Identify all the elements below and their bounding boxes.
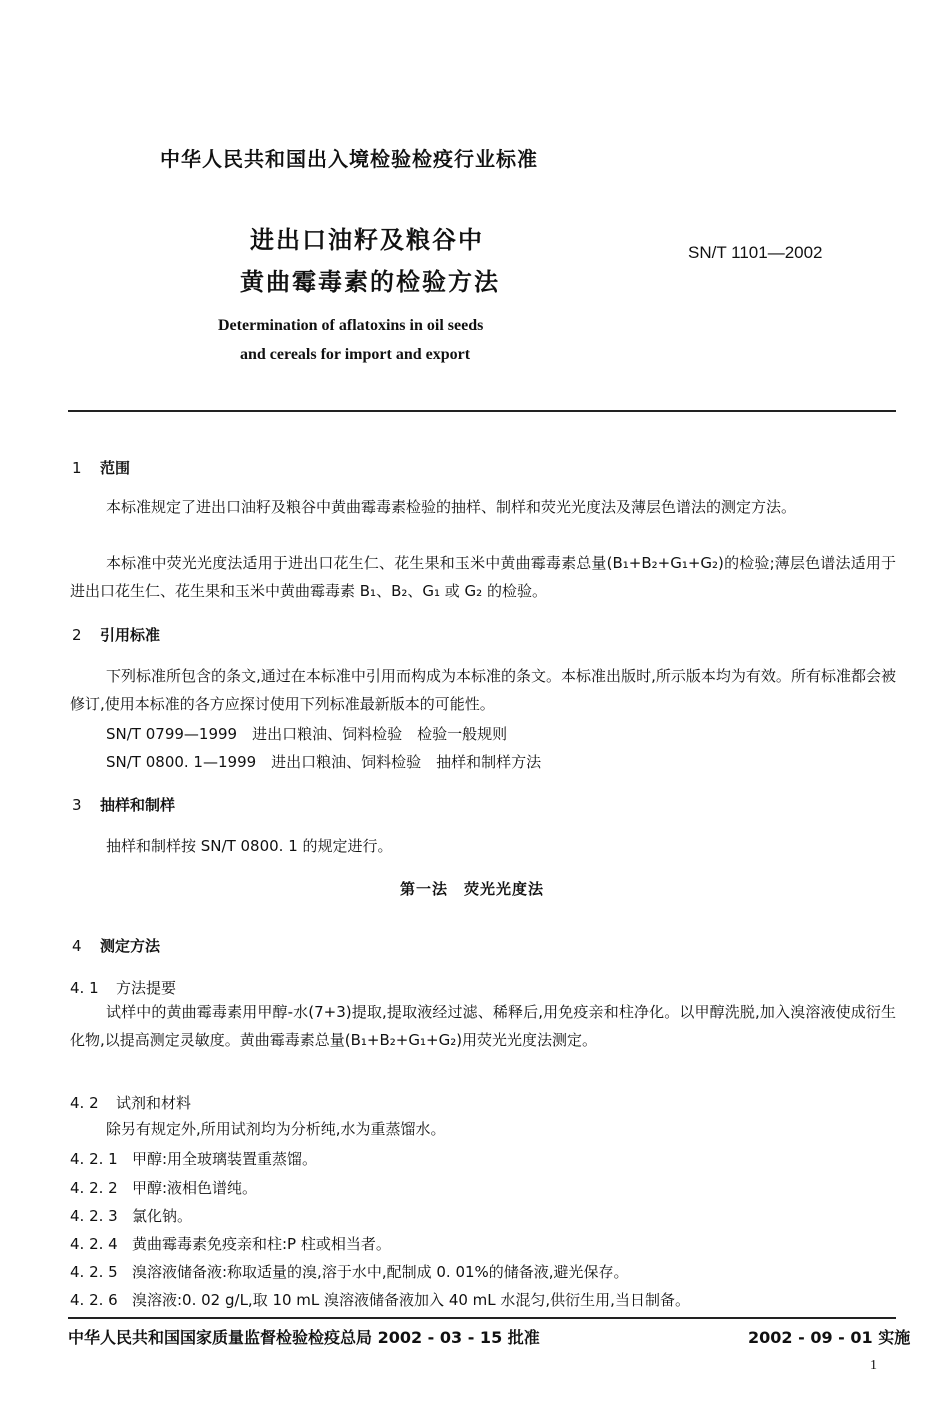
- document-title-line1: 进出口油籽及粮谷中: [250, 226, 484, 254]
- section-heading-1: [72, 457, 130, 478]
- section-title: 抽样和制样: [100, 796, 176, 814]
- item-text: 溴溶液储备液:称取适量的溴,溶于水中,配制成 0. 01%的储备液,避光保存。: [132, 1263, 629, 1281]
- section-number: 2: [72, 626, 82, 644]
- implementation-date: 2002 - 09 - 01 实施: [748, 1328, 911, 1347]
- subsection-4-1-paragraph: 试样中的黄曲霉毒素用甲醇-水(7+3)提取,提取液经过滤、稀释后,用免疫亲和柱净化。以甲醇洗脱,加入溴溶液使成衍生化物,以提高测定灵敏度。黄曲霉毒素总量(B₁+B₂+G₁+G₂)用荧光光度法测定。: [70, 1003, 896, 1049]
- section-title: 引用标准: [100, 626, 161, 644]
- method-title: 第一法 荧光光度法: [400, 880, 545, 898]
- list-item: [70, 1177, 257, 1198]
- issuing-body-header: 中华人民共和国出入境检验检疫行业标准: [160, 147, 538, 171]
- section-title: 测定方法: [100, 937, 161, 955]
- section-heading-3: [72, 794, 175, 815]
- section-number: 3: [72, 796, 82, 814]
- item-number: 4. 2. 2: [70, 1179, 118, 1197]
- subsection-4-2: [70, 1092, 191, 1113]
- english-title-line1: Determination of aflatoxins in oil seeds: [218, 317, 484, 334]
- list-item: [70, 1261, 629, 1282]
- standard-number: SN/T 1101—2002: [688, 243, 823, 262]
- approval-statement: 中华人民共和国国家质量监督检验检疫总局 2002 - 03 - 15 批准: [68, 1328, 540, 1347]
- section-number: 1: [72, 459, 82, 477]
- subsection-title: 方法提要: [116, 979, 177, 997]
- document-title-line2: 黄曲霉毒素的检验方法: [240, 268, 500, 296]
- item-text: 甲醇:液相色谱纯。: [132, 1179, 258, 1197]
- section-number: 4: [72, 937, 82, 955]
- item-number: 4. 2. 5: [70, 1263, 118, 1281]
- english-title-line2: and cereals for import and export: [240, 346, 471, 363]
- list-item: [70, 1233, 391, 1254]
- item-text: 溴溶液:0. 02 g/L,取 10 mL 溴溶液储备液加入 40 mL 水混匀,供衍生用,当日制备。: [132, 1291, 690, 1309]
- reference-standard-2: SN/T 0800. 1—1999 进出口粮油、饲料检验 抽样和制样方法: [106, 753, 542, 771]
- subsection-title: 试剂和材料: [116, 1094, 192, 1112]
- section-heading-4: [72, 935, 160, 956]
- item-text: 氯化钠。: [132, 1207, 193, 1225]
- item-number: 4. 2. 4: [70, 1235, 118, 1253]
- list-item: [70, 1289, 690, 1310]
- item-text: 黄曲霉毒素免疫亲和柱:P 柱或相当者。: [132, 1235, 391, 1253]
- section1-paragraph1: 本标准规定了进出口油籽及粮谷中黄曲霉毒素检验的抽样、制样和荧光光度法及薄层色谱法的测定方法。: [106, 498, 797, 516]
- item-number: 4. 2. 3: [70, 1207, 118, 1225]
- page-number: 1: [870, 1358, 877, 1373]
- item-text: 甲醇:用全玻璃装置重蒸馏。: [132, 1150, 318, 1168]
- header-divider: [68, 410, 896, 412]
- section2-paragraph1: 下列标准所包含的条文,通过在本标准中引用而构成为本标准的条文。本标准出版时,所示版本均为有效。所有标准都会被修订,使用本标准的各方应探讨使用下列标准最新版本的可能性。: [70, 667, 896, 713]
- section1-paragraph2: 本标准中荧光光度法适用于进出口花生仁、花生果和玉米中黄曲霉毒素总量(B₁+B₂+G₁+G₂)的检验;薄层色谱法适用于进出口花生仁、花生果和玉米中黄曲霉毒素 B₁、B₂、G₁ 或 G₂ 的检验。: [70, 554, 896, 600]
- list-item: [70, 1148, 317, 1169]
- item-number: 4. 2. 1: [70, 1150, 118, 1168]
- list-item: [70, 1205, 192, 1226]
- section3-paragraph1: 抽样和制样按 SN/T 0800. 1 的规定进行。: [106, 837, 393, 855]
- section-heading-2: [72, 624, 160, 645]
- item-number: 4. 2. 6: [70, 1291, 118, 1309]
- reference-standard-1: SN/T 0799—1999 进出口粮油、饲料检验 检验一般规则: [106, 725, 508, 743]
- section-title: 范围: [100, 459, 131, 477]
- subsection-number: 4. 2: [70, 1094, 99, 1112]
- subsection-4-1: [70, 977, 176, 998]
- subsection-number: 4. 1: [70, 979, 99, 997]
- subsection-4-2-paragraph: 除另有规定外,所用试剂均为分析纯,水为重蒸馏水。: [106, 1120, 446, 1138]
- footer-divider: [68, 1317, 896, 1319]
